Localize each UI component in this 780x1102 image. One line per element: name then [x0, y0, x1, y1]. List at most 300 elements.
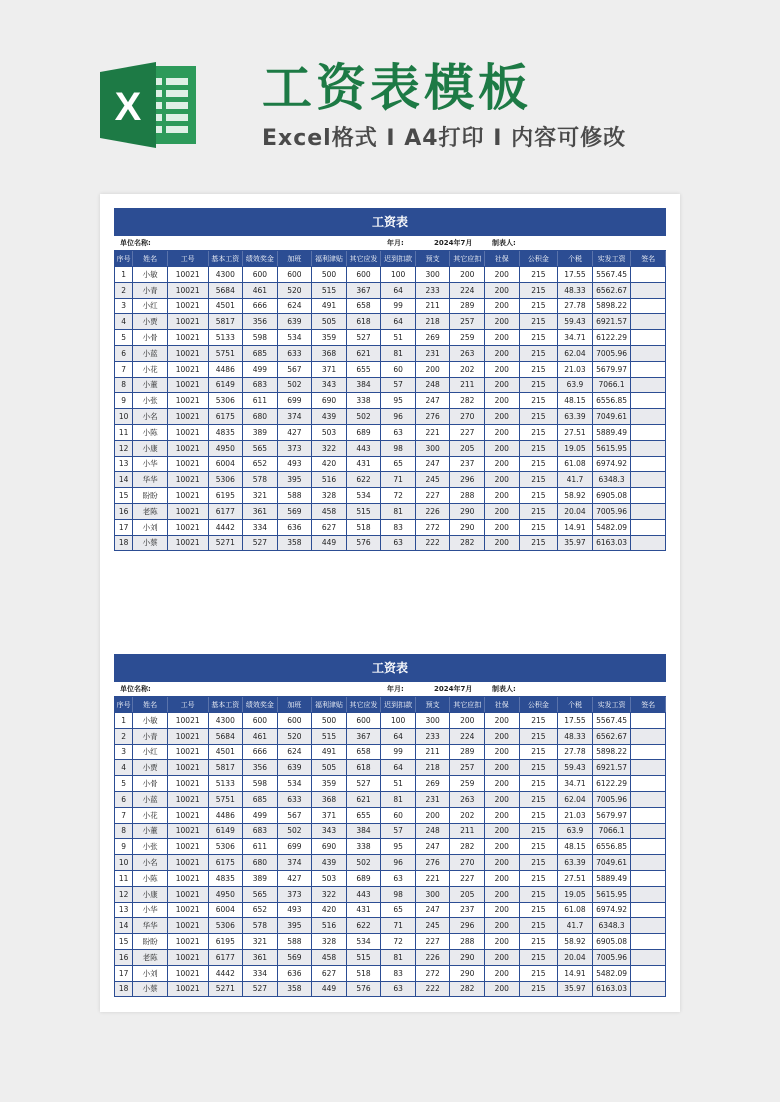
table-cell: 288	[450, 488, 485, 504]
sheet-title: 工资表	[114, 208, 666, 236]
table-cell: 257	[450, 760, 485, 776]
table-cell: 7066.1	[592, 823, 631, 839]
table-cell: 6122.29	[592, 776, 631, 792]
table-cell: 5271	[208, 981, 243, 997]
table-cell: 449	[312, 535, 347, 551]
table-cell: 215	[519, 472, 558, 488]
column-header: 预支	[415, 252, 450, 267]
table-cell: 458	[312, 949, 347, 965]
table-cell: 666	[243, 298, 278, 314]
table-cell: 215	[519, 314, 558, 330]
table-cell: 51	[381, 330, 416, 346]
table-row	[115, 361, 666, 377]
table-cell: 680	[243, 855, 278, 871]
table-cell: 小红	[133, 744, 168, 760]
table-cell: 51	[381, 776, 416, 792]
table-row	[115, 456, 666, 472]
table-cell: 6163.03	[592, 535, 631, 551]
table-cell: 259	[450, 776, 485, 792]
table-cell: 60	[381, 361, 416, 377]
table-cell: 374	[277, 409, 312, 425]
table-cell: 368	[312, 791, 347, 807]
table-cell: 227	[450, 870, 485, 886]
table-cell: 5306	[208, 839, 243, 855]
table-cell: 6149	[208, 377, 243, 393]
table-cell: 215	[519, 918, 558, 934]
table-cell: 384	[346, 377, 381, 393]
table-row	[115, 535, 666, 551]
column-header: 绩效奖金	[243, 698, 278, 713]
table-cell: 282	[450, 535, 485, 551]
table-cell: 389	[243, 424, 278, 440]
table-cell: 63.9	[558, 823, 593, 839]
table-cell: 200	[485, 409, 520, 425]
table-cell: 247	[415, 393, 450, 409]
table-cell: 200	[485, 330, 520, 346]
table-cell: 624	[277, 298, 312, 314]
table-cell: 小名	[133, 409, 168, 425]
table-cell: 215	[519, 807, 558, 823]
table-cell: 247	[415, 902, 450, 918]
table-cell: 215	[519, 886, 558, 902]
table-cell: 10021	[167, 424, 208, 440]
table-cell: 218	[415, 760, 450, 776]
table-cell: 10021	[167, 713, 208, 729]
table-cell: 276	[415, 409, 450, 425]
table-cell: 57	[381, 377, 416, 393]
table-cell: 680	[243, 409, 278, 425]
column-header: 社保	[485, 252, 520, 267]
table-cell: 200	[485, 744, 520, 760]
column-header: 个税	[558, 698, 593, 713]
column-header: 实发工资	[592, 252, 631, 267]
table-cell: 35.97	[558, 981, 593, 997]
table-cell: 71	[381, 918, 416, 934]
table-cell: 518	[346, 519, 381, 535]
table-row	[115, 393, 666, 409]
table-cell: 221	[415, 424, 450, 440]
table-cell: 6556.85	[592, 839, 631, 855]
table-cell: 小华	[133, 902, 168, 918]
table-cell: 215	[519, 282, 558, 298]
table-cell: 21.03	[558, 361, 593, 377]
table-cell: 小名	[133, 855, 168, 871]
table-cell: 4835	[208, 870, 243, 886]
table-cell: 227	[415, 934, 450, 950]
table-cell: 202	[450, 361, 485, 377]
table-cell: 288	[450, 934, 485, 950]
table-cell: 515	[346, 503, 381, 519]
table-cell	[631, 823, 666, 839]
table-cell: 10021	[167, 377, 208, 393]
table-row	[115, 744, 666, 760]
table-cell: 200	[485, 839, 520, 855]
column-header: 绩效奖金	[243, 252, 278, 267]
table-cell: 6905.08	[592, 488, 631, 504]
table-cell: 215	[519, 934, 558, 950]
table-cell: 300	[415, 713, 450, 729]
table-cell: 658	[346, 298, 381, 314]
table-cell: 666	[243, 744, 278, 760]
table-cell: 6905.08	[592, 934, 631, 950]
table-cell: 683	[243, 377, 278, 393]
table-cell: 63.9	[558, 377, 593, 393]
table-cell	[631, 519, 666, 535]
table-cell: 618	[346, 314, 381, 330]
table-cell: 200	[485, 918, 520, 934]
table-cell: 14.91	[558, 519, 593, 535]
table-cell: 527	[346, 776, 381, 792]
table-cell: 81	[381, 503, 416, 519]
table-cell: 小陈	[133, 424, 168, 440]
table-cell: 57	[381, 823, 416, 839]
table-cell	[631, 886, 666, 902]
column-header: 社保	[485, 698, 520, 713]
table-cell: 200	[485, 361, 520, 377]
table-cell: 611	[243, 839, 278, 855]
table-cell: 699	[277, 839, 312, 855]
table-cell: 10	[115, 855, 133, 871]
table-row	[115, 776, 666, 792]
table-cell: 5679.97	[592, 361, 631, 377]
table-cell: 215	[519, 965, 558, 981]
table-cell: 10021	[167, 314, 208, 330]
table-cell: 5	[115, 330, 133, 346]
table-cell: 373	[277, 440, 312, 456]
table-cell: 10021	[167, 886, 208, 902]
table-cell: 689	[346, 424, 381, 440]
table-cell: 6195	[208, 488, 243, 504]
table-cell: 7049.61	[592, 409, 631, 425]
table-cell: 439	[312, 855, 347, 871]
table-cell: 600	[243, 713, 278, 729]
table-cell: 10021	[167, 267, 208, 283]
table-cell: 200	[485, 503, 520, 519]
table-cell: 449	[312, 981, 347, 997]
table-row	[115, 965, 666, 981]
table-cell: 10021	[167, 345, 208, 361]
table-cell: 200	[485, 267, 520, 283]
table-cell: 99	[381, 298, 416, 314]
table-cell: 215	[519, 981, 558, 997]
table-cell	[631, 965, 666, 981]
table-cell: 516	[312, 918, 347, 934]
table-cell: 6562.67	[592, 282, 631, 298]
table-cell	[631, 776, 666, 792]
table-cell: 328	[312, 934, 347, 950]
table-cell: 296	[450, 472, 485, 488]
table-cell: 14.91	[558, 965, 593, 981]
table-cell: 10021	[167, 918, 208, 934]
table-cell: 215	[519, 760, 558, 776]
table-cell: 48.33	[558, 282, 593, 298]
column-header: 实发工资	[592, 698, 631, 713]
table-cell	[631, 330, 666, 346]
table-cell: 627	[312, 519, 347, 535]
table-cell: 215	[519, 535, 558, 551]
table-cell: 10021	[167, 472, 208, 488]
table-cell: 3	[115, 298, 133, 314]
table-cell: 老陈	[133, 503, 168, 519]
column-header: 序号	[115, 252, 133, 267]
table-row	[115, 791, 666, 807]
table-cell: 小青	[133, 282, 168, 298]
table-cell: 81	[381, 949, 416, 965]
table-cell: 小红	[133, 298, 168, 314]
table-row	[115, 282, 666, 298]
table-cell: 81	[381, 791, 416, 807]
table-cell: 7	[115, 807, 133, 823]
table-cell: 215	[519, 728, 558, 744]
table-cell: 491	[312, 744, 347, 760]
table-cell: 211	[415, 744, 450, 760]
table-cell: 527	[346, 330, 381, 346]
table-row	[115, 345, 666, 361]
table-cell: 小敏	[133, 267, 168, 283]
table-cell: 200	[415, 807, 450, 823]
table-row	[115, 424, 666, 440]
maker-label: 制表人:	[492, 685, 516, 693]
table-cell: 5133	[208, 330, 243, 346]
table-cell: 622	[346, 472, 381, 488]
table-cell: 小康	[133, 886, 168, 902]
table-cell: 5567.45	[592, 713, 631, 729]
table-cell: 211	[450, 823, 485, 839]
table-cell	[631, 760, 666, 776]
table-cell: 200	[485, 298, 520, 314]
table-cell: 502	[277, 377, 312, 393]
table-cell: 215	[519, 839, 558, 855]
table-cell: 7005.96	[592, 791, 631, 807]
table-header-row	[115, 698, 666, 713]
table-cell: 小张	[133, 839, 168, 855]
table-cell: 5684	[208, 728, 243, 744]
table-cell: 5615.95	[592, 440, 631, 456]
table-cell: 10021	[167, 934, 208, 950]
table-cell: 493	[277, 902, 312, 918]
table-cell: 343	[312, 377, 347, 393]
table-cell	[631, 870, 666, 886]
table-cell: 600	[243, 267, 278, 283]
table-cell: 588	[277, 934, 312, 950]
table-cell: 358	[277, 535, 312, 551]
table-row	[115, 472, 666, 488]
table-cell: 231	[415, 345, 450, 361]
table-cell: 503	[312, 424, 347, 440]
table-cell: 华华	[133, 472, 168, 488]
table-cell: 200	[485, 823, 520, 839]
table-cell: 10021	[167, 760, 208, 776]
table-cell: 215	[519, 440, 558, 456]
table-cell: 41.7	[558, 472, 593, 488]
table-cell: 200	[485, 314, 520, 330]
table-cell: 6974.92	[592, 902, 631, 918]
table-cell	[631, 440, 666, 456]
table-cell: 515	[312, 728, 347, 744]
table-row	[115, 981, 666, 997]
table-cell: 5615.95	[592, 886, 631, 902]
table-cell: 200	[485, 377, 520, 393]
table-cell: 4486	[208, 807, 243, 823]
table-cell: 500	[312, 713, 347, 729]
column-header: 福利津贴	[312, 698, 347, 713]
table-cell: 15	[115, 488, 133, 504]
table-cell: 6177	[208, 949, 243, 965]
table-cell: 59.43	[558, 760, 593, 776]
table-cell: 5306	[208, 393, 243, 409]
table-cell: 17	[115, 965, 133, 981]
table-cell: 96	[381, 855, 416, 871]
column-header: 其它应扣	[450, 252, 485, 267]
table-cell	[631, 472, 666, 488]
table-cell: 272	[415, 519, 450, 535]
table-cell: 18	[115, 535, 133, 551]
table-cell	[631, 855, 666, 871]
sheet-info-row	[114, 236, 666, 251]
table-cell: 569	[277, 949, 312, 965]
column-header: 基本工资	[208, 698, 243, 713]
table-cell: 19.05	[558, 886, 593, 902]
table-cell: 226	[415, 503, 450, 519]
table-cell: 5889.49	[592, 870, 631, 886]
column-header: 姓名	[133, 252, 168, 267]
table-cell: 21.03	[558, 807, 593, 823]
table-cell: 200	[485, 776, 520, 792]
table-cell: 598	[243, 330, 278, 346]
table-cell: 99	[381, 744, 416, 760]
table-cell: 小青	[133, 728, 168, 744]
table-cell: 461	[243, 282, 278, 298]
table-cell: 10021	[167, 807, 208, 823]
table-cell: 6	[115, 791, 133, 807]
table-cell: 65	[381, 902, 416, 918]
table-cell: 小敏	[133, 713, 168, 729]
table-cell: 小董	[133, 377, 168, 393]
table-cell: 4	[115, 314, 133, 330]
table-cell: 10021	[167, 330, 208, 346]
table-cell: 200	[415, 361, 450, 377]
table-cell: 5898.22	[592, 298, 631, 314]
page-subtitle: Excel格式 I A4打印 I 内容可修改	[262, 126, 627, 151]
table-cell: 361	[243, 949, 278, 965]
table-cell: 685	[243, 345, 278, 361]
table-cell: 10021	[167, 965, 208, 981]
table-cell: 633	[277, 791, 312, 807]
table-cell: 443	[346, 440, 381, 456]
column-header: 个税	[558, 252, 593, 267]
table-cell: 41.7	[558, 918, 593, 934]
table-cell: 322	[312, 886, 347, 902]
table-cell: 34.71	[558, 330, 593, 346]
table-cell: 12	[115, 440, 133, 456]
table-cell: 63	[381, 870, 416, 886]
table-cell: 600	[346, 267, 381, 283]
table-cell: 200	[485, 855, 520, 871]
table-cell: 200	[485, 728, 520, 744]
table-cell	[631, 267, 666, 283]
table-cell: 534	[346, 488, 381, 504]
column-header: 迟到扣款	[381, 252, 416, 267]
table-cell: 458	[312, 503, 347, 519]
table-cell: 215	[519, 488, 558, 504]
table-cell: 7049.61	[592, 855, 631, 871]
table-cell: 689	[346, 870, 381, 886]
table-cell: 5751	[208, 791, 243, 807]
table-cell: 小刘	[133, 519, 168, 535]
table-cell: 9	[115, 839, 133, 855]
table-cell	[631, 744, 666, 760]
table-cell: 215	[519, 855, 558, 871]
table-row	[115, 855, 666, 871]
table-cell: 12	[115, 886, 133, 902]
table-cell: 6562.67	[592, 728, 631, 744]
table-cell: 19.05	[558, 440, 593, 456]
column-header: 其它应发	[346, 698, 381, 713]
table-cell: 10021	[167, 456, 208, 472]
table-cell: 小蔡	[133, 981, 168, 997]
table-cell: 64	[381, 314, 416, 330]
table-cell: 200	[485, 535, 520, 551]
table-cell: 10021	[167, 409, 208, 425]
table-cell: 300	[415, 267, 450, 283]
table-cell: 200	[485, 902, 520, 918]
table-cell: 6175	[208, 855, 243, 871]
table-cell: 5817	[208, 760, 243, 776]
table-cell: 215	[519, 823, 558, 839]
table-cell: 270	[450, 409, 485, 425]
table-cell: 10021	[167, 519, 208, 535]
table-cell: 200	[450, 267, 485, 283]
table-cell: 61.08	[558, 456, 593, 472]
table-cell: 338	[346, 839, 381, 855]
table-cell: 63	[381, 981, 416, 997]
table-cell: 200	[485, 760, 520, 776]
table-cell: 636	[277, 965, 312, 981]
column-header: 签名	[631, 698, 666, 713]
table-cell: 215	[519, 949, 558, 965]
table-cell: 215	[519, 456, 558, 472]
table-cell	[631, 981, 666, 997]
table-cell: 215	[519, 744, 558, 760]
table-cell: 200	[485, 519, 520, 535]
month-value: 2024年7月	[434, 685, 473, 693]
table-cell: 527	[243, 535, 278, 551]
table-cell: 200	[485, 345, 520, 361]
table-cell: 27.78	[558, 744, 593, 760]
table-cell: 10021	[167, 361, 208, 377]
table-cell: 431	[346, 456, 381, 472]
table-cell: 215	[519, 298, 558, 314]
table-cell: 48.15	[558, 839, 593, 855]
column-header: 福利津贴	[312, 252, 347, 267]
table-cell: 263	[450, 345, 485, 361]
table-cell: 576	[346, 981, 381, 997]
table-cell: 34.71	[558, 776, 593, 792]
table-cell	[631, 409, 666, 425]
table-row	[115, 377, 666, 393]
table-cell: 361	[243, 503, 278, 519]
table-row	[115, 488, 666, 504]
table-cell: 4950	[208, 886, 243, 902]
table-header-row	[115, 252, 666, 267]
table-cell: 503	[312, 870, 347, 886]
table-cell: 515	[346, 949, 381, 965]
table-cell: 4300	[208, 713, 243, 729]
table-cell: 200	[485, 870, 520, 886]
salary-table	[114, 251, 666, 551]
table-cell: 491	[312, 298, 347, 314]
table-cell: 227	[415, 488, 450, 504]
